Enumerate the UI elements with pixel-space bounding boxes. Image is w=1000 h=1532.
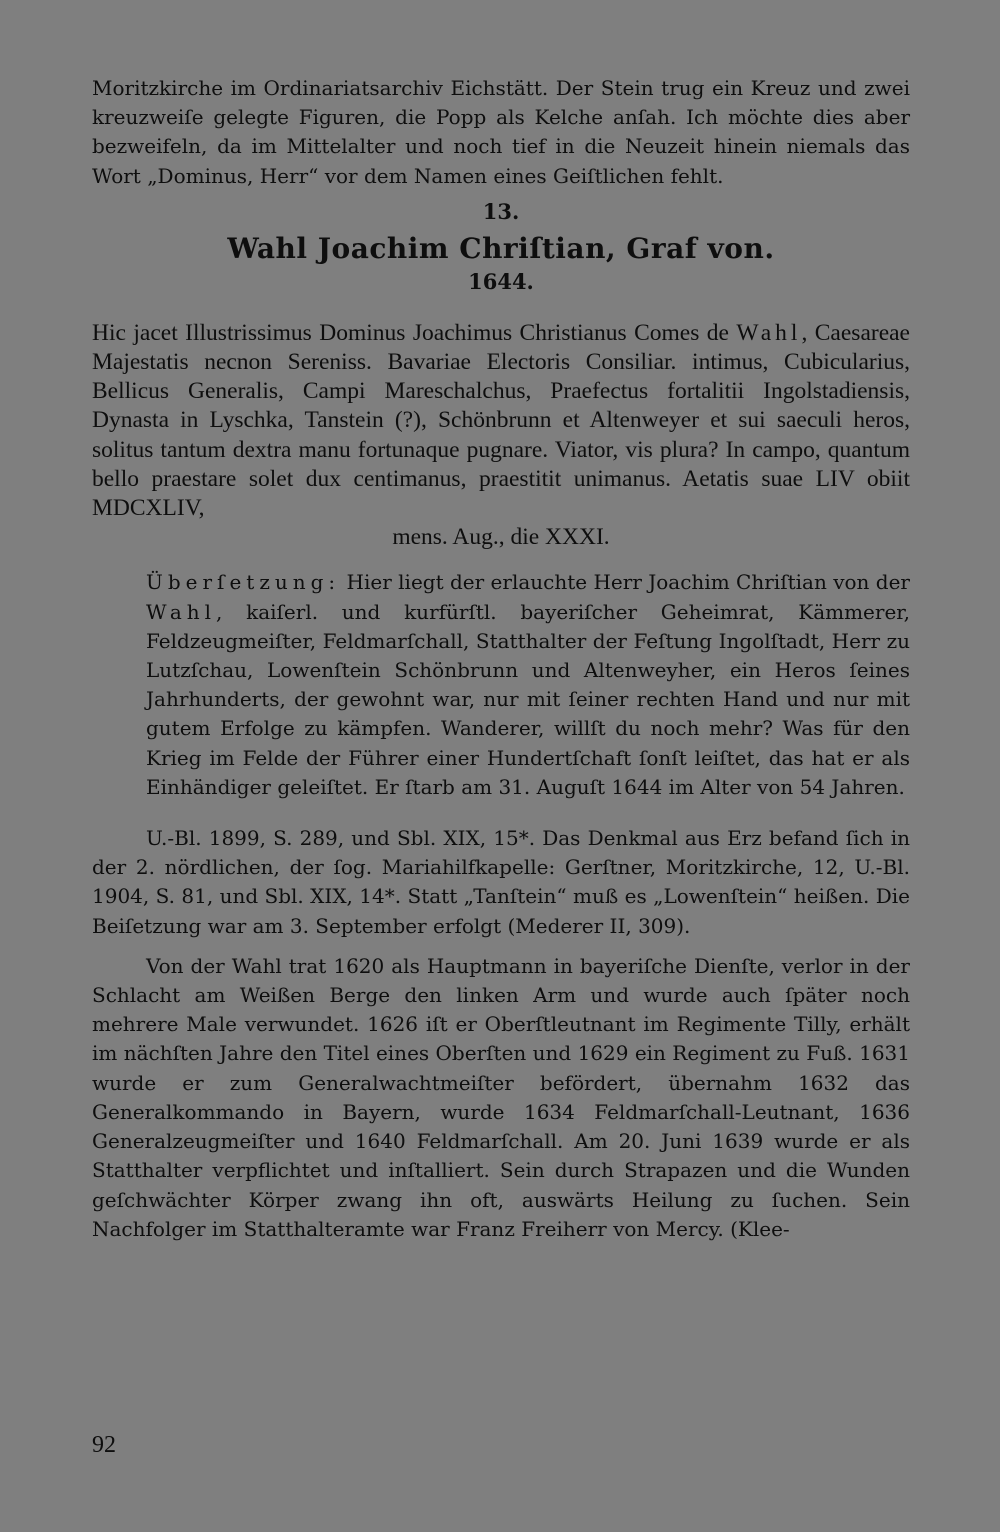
latin-inscription: [92, 319, 910, 553]
translation-text-start: Hier liegt der erlauchte Herr Joachim Chriſtian von der: [340, 570, 910, 595]
section-number: 13.: [482, 198, 520, 224]
latin-date-line: mens. Aug., die XXXI.: [392, 524, 610, 551]
references-paragraph: U.-Bl. 1899, S. 289, und Sbl. XIX, 15*. Das Denkmal aus Erz befand ſich in der 2. nördlichen, der ſog. Mariahilfkapelle: Gerſtner, Moritzkirche, 12, U.-Bl. 1904, S. 81, und Sbl. XIX, 14*. Statt „Tanſtein“ muß es „Lowenſtein“ heißen. Die Beiſetzung war am 3. September erfolgt (Mederer II, 309).: [92, 826, 910, 938]
biography-paragraph: Von der Wahl trat 1620 als Hauptmann in bayeriſche Dienſte, verlor in der Schlacht am Weißen Berge den linken Arm und wurde auch ſpäter noch mehrere Male verwundet. 1626 iſt er Oberſtleutnant im Regimente Tilly, erhält im nächſten Jahre den Titel eines Oberſten und 1629 ein Regiment zu Fuß. 1631 wurde er zum Generalwachtmeiſter befördert, übernahm 1632 das Generalkommando in Bayern, wurde 1634 Feldmarſchall-Leutnant, 1636 Generalzeugmeiſter und 1640 Feldmarſchall. Am 20. Juni 1639 wurde er als Statthalter verpflichtet und inſtalliert. Sein durch Strapazen und die Wunden geſchwächter Körper zwang ihn oft, auswärts Heilung zu ſuchen. Sein Nachfolger im Statthalteramte war Franz Freiherr von Mercy. (Klee-: [92, 953, 910, 1241]
latin-text-start: Hic jacet Illustrissimus Dominus Joachimus Christianus Comes de: [92, 319, 737, 346]
entry-heading: Wahl Joachim Chriſtian, Graf von.: [227, 231, 775, 265]
page-content: [92, 74, 910, 1514]
translation-name-spaced: Wahl: [146, 599, 217, 624]
latin-text-rest: , Caesareae Majestatis necnon Sereniss. Bavariae Electoris Consiliar. intimus, Cubicularius, Bellicus Generalis, Campi Mareschalchus, Praefectus fortalitii Ingolstadiensis, Dynasta in Lyschka, Tanstein (?), Schönbrunn et Altenweyer et sui saeculi heros, solitus tantum dextra manu fortunaque pugnare. Viator, vis plura? In campo, quantum bello praestare solet dux centimanus, praestitit unimanus. Aetatis suae LIV obiit MDCXLIV,: [92, 319, 910, 522]
entry-year: 1644.: [468, 268, 534, 294]
translation-text-rest: , kaiſerl. und kurfürſtl. bayeriſcher Geheimrat, Kämmerer, Feldzeugmeiſter, Feldmarſchall, Statthalter der Feſtung Ingolſtadt, Herr zu Lutzſchau, Lowenſtein Schönbrunn und Altenweyher, ein Heros ſeines Jahrhunderts, der gewohnt war, nur mit ſeiner rechten Hand und nur mit gutem Erfolge zu kämpfen. Wanderer, willſt du noch mehr? Was für den Krieg im Felde der Führer einer Hundertſchaft ſonſt leiſtet, das hat er als Einhändiger geleiſtet. Er ſtarb am 31. Auguſt 1644 im Alter von 54 Jahren.: [146, 599, 910, 799]
latin-name-spaced: Wahl: [736, 319, 802, 346]
intro-paragraph: Moritzkirche im Ordinariatsarchiv Eichstätt. Der Stein trug ein Kreuz und zwei kreuzweiſe gelegte Figuren, die Popp als Kelche anſah. Ich möchte dies aber bezweifeln, da im Mittelalter und noch tief in die Neuzeit hinein niemals das Wort „Dominus, Herr“ vor dem Namen eines Geiſtlichen fehlt.: [92, 76, 910, 188]
translation-label: Überſetzung:: [146, 570, 341, 595]
page-number: 92: [92, 1432, 116, 1458]
translation-paragraph: [146, 568, 910, 802]
